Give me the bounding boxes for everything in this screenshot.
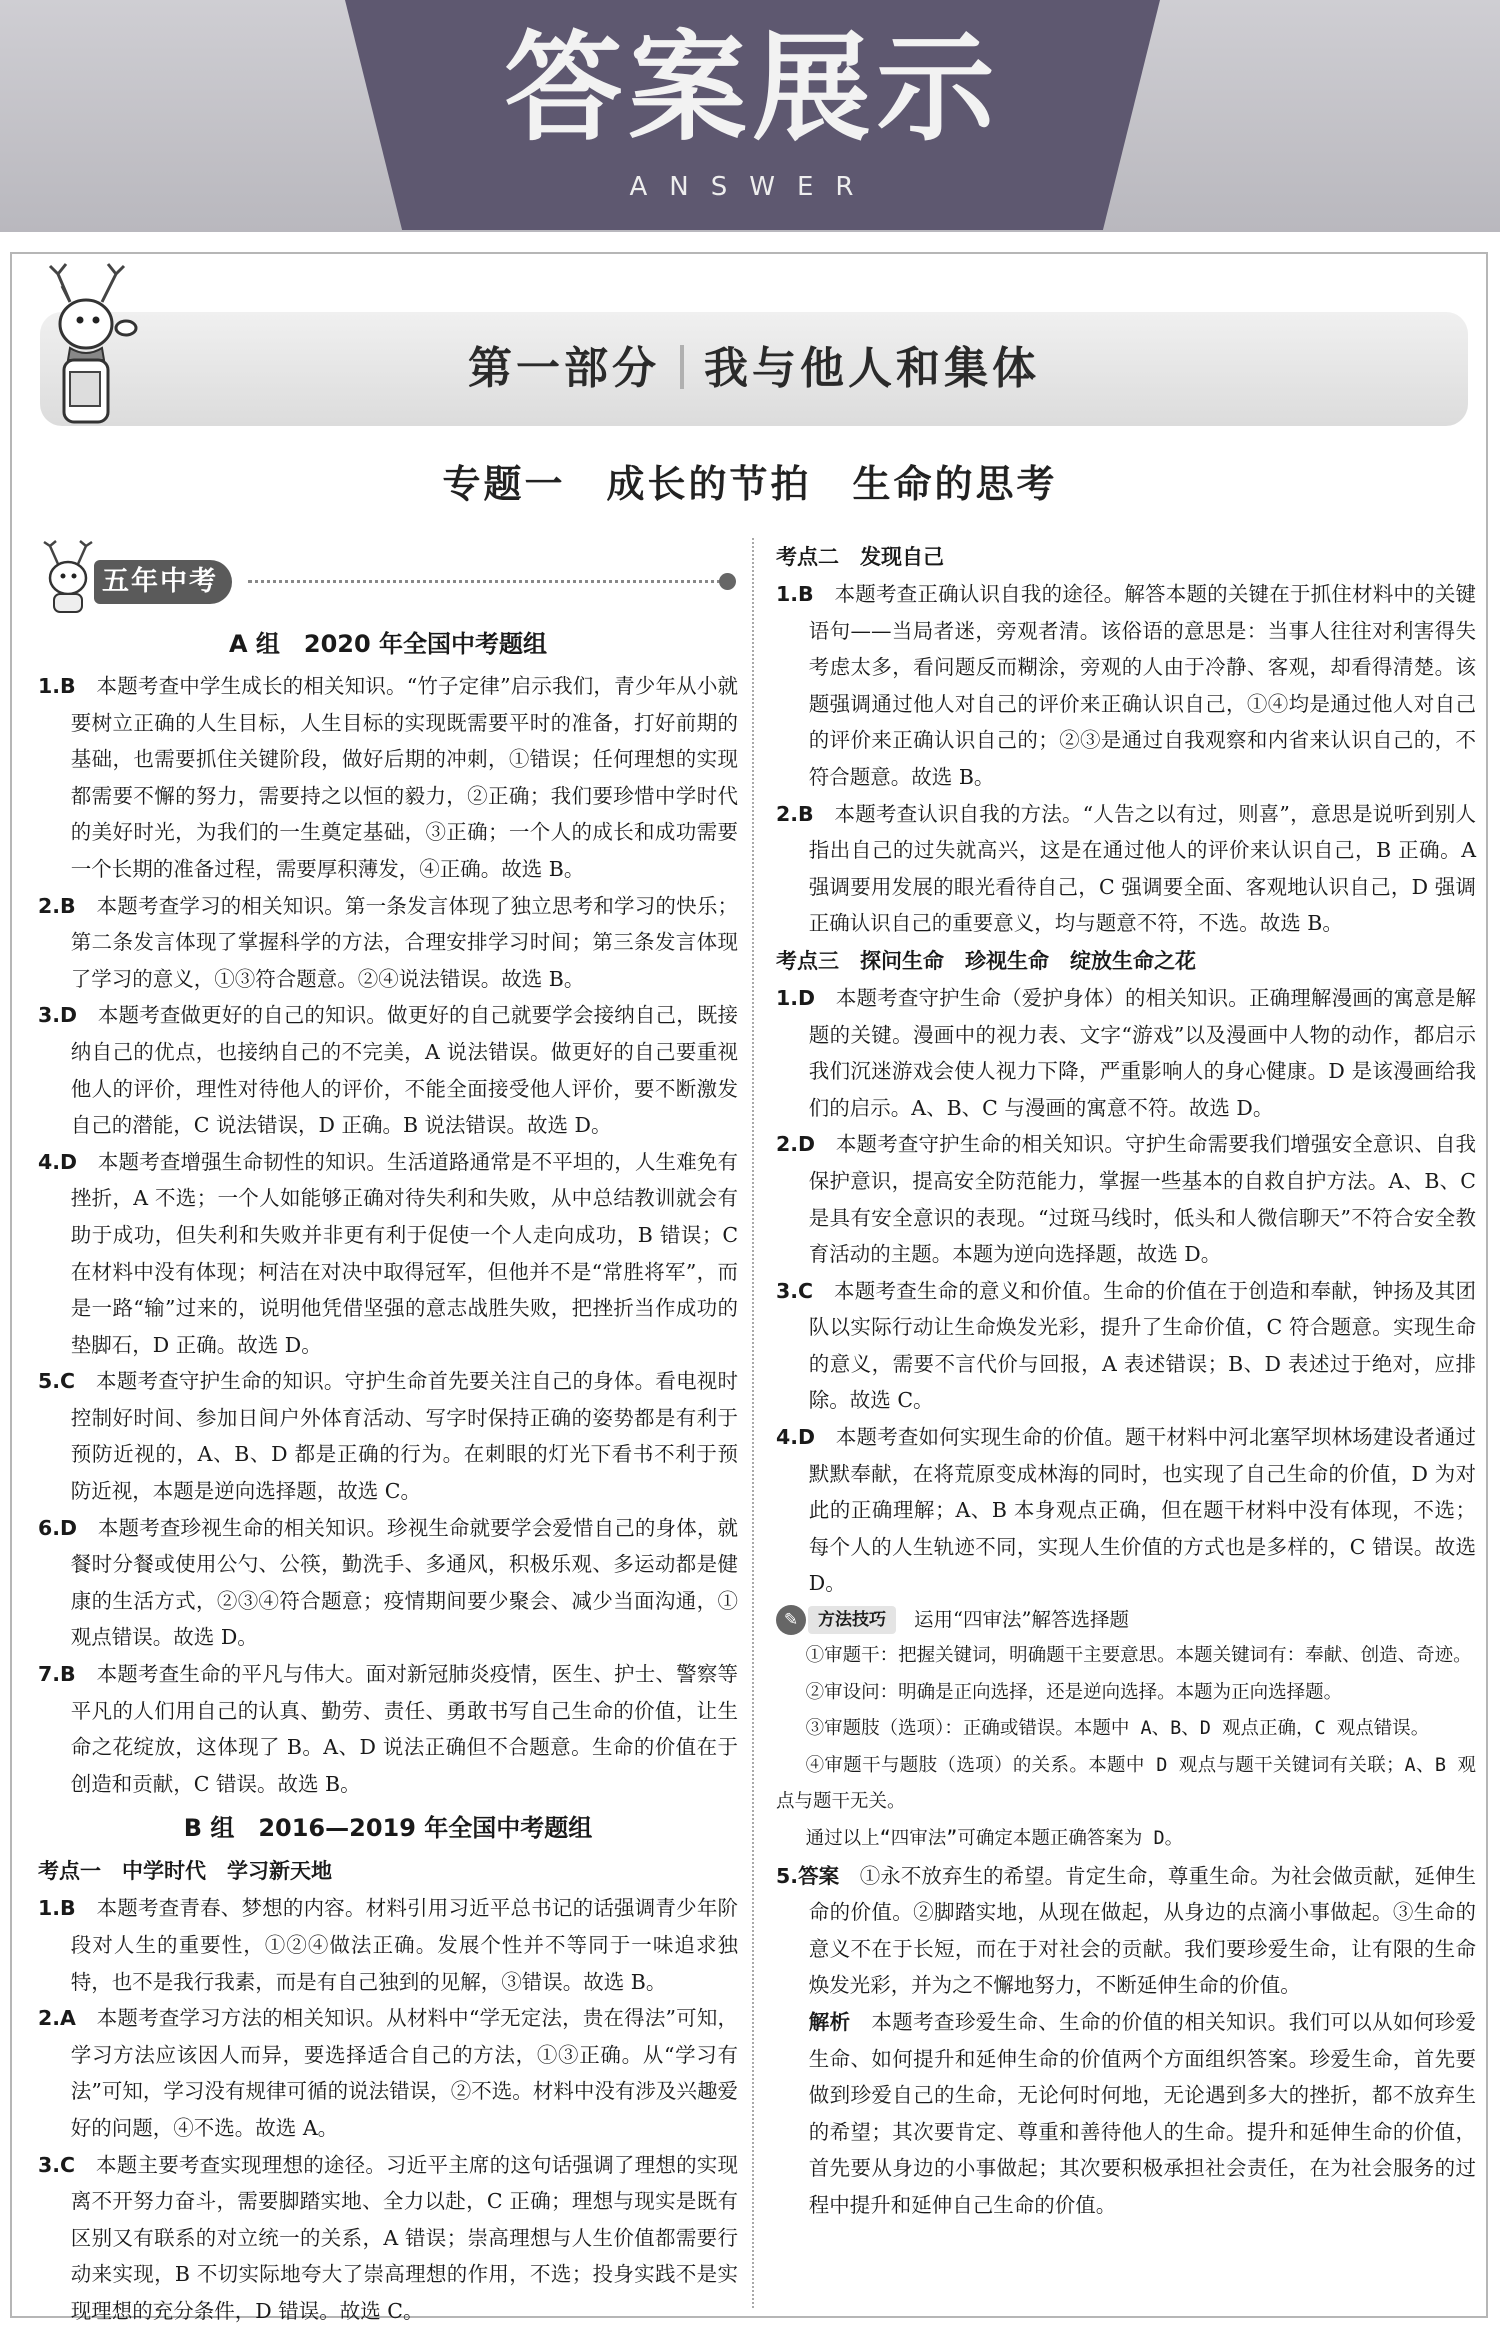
part-title — [40, 312, 1468, 426]
answer-text: 本题考查学习的相关知识。第一条发言体现了独立思考和学习的快乐；第二条发言体现了掌握科学的方法，合理安排学习时间；第三条发言体现了学习的意义，①③符合题意。②④说法错误。故选 B。 — [70, 893, 739, 991]
answer-item — [38, 888, 738, 998]
part-name: 我与他人和集体 — [704, 343, 1040, 394]
answer-text: 本题考查守护生命的相关知识。守护生命需要我们增强安全意识、自我保护意识，提高安全防范能力，掌握一些基本的自救自护方法。A、B、C 是具有安全意识的表现。“过斑马线时，低头和人微信聊天”不符合安全教育活动的主题。本题为逆向选择题，故选 D。 — [808, 1132, 1477, 1267]
answer-text: 本题考查生命的平凡与伟大。面对新冠肺炎疫情，医生、护士、警察等平凡的人们用自己的认真、勤劳、责任、勇敢书写自己生命的价值，让生命之花绽放，这体现了 B。A、D 说法正确但不合题意。生命的价值在于创造和贡献，C 错误。故选 B。 — [70, 1662, 739, 1796]
lightbulb-icon: ✎ — [776, 1605, 806, 1635]
part-number: 第一部分 — [468, 343, 660, 394]
banner-title: 答案展示 — [504, 19, 1001, 157]
method-tip-conclusion: 通过以上“四审法”可确定本题正确答案为 D。 — [805, 1828, 1184, 1849]
answer-text: 本题考查珍视生命的相关知识。珍视生命就要学会爱惜自己的身体，就餐时分餐或使用公勺、公筷，勤洗手、多通风，积极乐观、多运动都是健康的生活方式，②③④符合题意；疫情期间要少聚会、减少当面沟通，①观点错误。故选 D。 — [70, 1515, 739, 1650]
answer-item — [38, 997, 738, 1143]
answer-number: 7.B — [38, 1662, 76, 1687]
exam-point-heading: 考点三 探问生命 珍视生命 绽放生命之花 — [776, 948, 1196, 973]
answer-number: 5.C — [38, 1369, 76, 1394]
answer-text: 本题考查生命的意义和价值。生命的价值在于创造和奉献，钟扬及其团队以实际行动让生命焕发光彩，提升了生命价值，C 符合题意。实现生命的意义，需要不言代价与回报，A 表述错误；B、D 表述过于绝对，应排除。故选 C。 — [808, 1278, 1477, 1413]
answer-number: 2.A — [38, 2006, 76, 2031]
answer-item — [38, 1510, 738, 1656]
answer-item — [38, 2147, 738, 2330]
answer-text: 本题考查守护生命（爱护身体）的相关知识。正确理解漫画的寓意是解题的关键。漫画中的视力表、文字“游戏”以及漫画中人物的动作，都启示我们沉迷游戏会使人视力下降，严重影响人的身心健康。D 是该漫画给我们的启示。A、B、C 与漫画的寓意不符。故选 D。 — [808, 985, 1477, 1120]
answer-number: 4.D — [38, 1149, 78, 1174]
answer-item — [776, 980, 1476, 1126]
method-tip-step: ④审题干与题肢（选项）的关系。本题中 D 观点与题干关键词有关联；A、B 观点与题干无关。 — [776, 1754, 1476, 1813]
answer-text: 本题考查中学生成长的相关知识。“竹子定律”启示我们，青少年从小就要树立正确的人生目标，人生目标的实现既需要平时的准备，打好前期的基础，也需要抓住关键阶段，做好后期的冲刺，①错误；任何理想的实现都需要不懈的努力，需要持之以恒的毅力，②正确；我们要珍惜中学时代的美好时光，为我们的一生奠定基础，③正确；一个人的成长和成功需要一个长期的准备过程，需要厚积薄发，④正确。故选 B。 — [70, 674, 738, 881]
answer-number: 1.D — [776, 985, 816, 1010]
answer-text: 本题考查学习方法的相关知识。从材料中“学无定法，贵在得法”可知，学习方法应该因人而异，要选择适合自己的方法，①③正确。从“学习有法”可知，学习没有规律可循的说法错误，②不选。材料中没有涉及兴趣爱好的问题，④不选。故选 A。 — [70, 2006, 738, 2140]
exam-point-heading: 考点一 中学时代 学习新天地 — [38, 1859, 332, 1884]
answer-number: 5.答案 — [776, 1863, 840, 1888]
group-b-heading: B 组 2016—2019 年全国中考题组 — [183, 1814, 593, 1843]
answer-item — [38, 1363, 738, 1509]
right-column — [776, 538, 1476, 2224]
section-badge: 五年中考 — [94, 560, 232, 604]
method-tip-step: ②审设问：明确是正向选择，还是逆向选择。本题为正向选择题。 — [805, 1681, 1343, 1703]
left-column — [38, 538, 738, 2330]
group-a-heading: A 组 2020 年全国中考题组 — [228, 630, 548, 658]
method-tip-step: ①审题干：把握关键词，明确题干主要意思。本题关键词有：奉献、创造、奇迹。 — [805, 1645, 1472, 1667]
method-tip-label: 方法技巧 — [808, 1606, 896, 1634]
answer-text: 本题考查增强生命韧性的知识。生活道路通常是不平坦的，人生难免有挫折，A 不选；一个人如能够正确对待失利和失败，从中总结教训就会有助于成功，但失利和失败并非更有利于促使一个人走向成功，B 错误；C 在材料中没有体现；柯洁在对决中取得冠军，但他并不是“常胜将军”，而是一路“输”过来的，说明他凭借坚强的意志战胜失败，把挫折当作成功的垫脚石，D 正确。故选 D。 — [70, 1149, 739, 1357]
method-tip-lead: 运用“四审法”解答选择题 — [914, 1607, 1129, 1631]
answer-item — [776, 796, 1476, 942]
answer-text: 本题考查青春、梦想的内容。材料引用习近平总书记的话强调青少年阶段对人生的重要性，①②④做法正确。发展个性并不等同于一味追求独特，也不是我行我素，而是有自己独到的见解，③错误。故选 B。 — [70, 1896, 739, 1994]
answer-item — [38, 1144, 738, 1364]
answer-item — [776, 1273, 1476, 1419]
answer-number: 2.B — [776, 801, 814, 826]
answer-number: 3.C — [776, 1278, 814, 1303]
method-tip-step: ③审题肢（选项）：正确或错误。本题中 A、B、D 观点正确，C 观点错误。 — [805, 1718, 1430, 1740]
method-tip-header — [776, 1602, 1476, 1638]
answer-text: 本题考查守护生命的知识。守护生命首先要关注自己的身体。看电视时控制好时间、参加日间户外体育活动、写字时保持正确的姿势都是有利于预防近视的，A、B、D 都是正确的行为。在刺眼的灯光下看书不利于预防近视，本题是逆向选择题，故选 C。 — [70, 1369, 739, 1504]
answer-text: ①永不放弃生的希望。肯定生命，尊重生命。为社会做贡献，延伸生命的价值。②脚踏实地，从现在做起，从身边的点滴小事做起。③生命的意义不在于长短，而在于对社会的贡献。我们要珍爱生命，让有限的生命焕发光彩，并为之不懈地努力，不断延伸生命的价值。 — [808, 1863, 1476, 1998]
answer-number: 1.B — [776, 582, 814, 606]
answer-number: 3.D — [38, 1003, 78, 1028]
answer-item — [776, 576, 1476, 796]
answer-number: 1.B — [38, 674, 76, 698]
answer-text: 本题考查认识自我的方法。“人告之以有过，则喜”，意思是说听到别人指出自己的过失就高兴，这是在通过他人的评价来认识自己，B 正确。A 强调要用发展的眼光看待自己，C 强调要全面、客观地认识自己，D 强调正确认识自己的重要意义，均与题意不符，不选。故选 B。 — [808, 801, 1476, 936]
answer-text: 本题考查做更好的自己的知识。做更好的自己就要学会接纳自己，既接纳自己的优点，也接纳自己的不完美，A 说法错误。做更好的自己要重视他人的评价，理性对待他人的评价，不能全面接受他人评价，要不断激发自己的潜能，C 说法错误，D 正确。B 说法错误。故选 D。 — [70, 1003, 739, 1138]
badge-dotted-line — [248, 580, 728, 583]
topic-title: 专题一 成长的节拍 生命的思考 — [442, 462, 1058, 506]
banner-subtitle: ANSWER — [629, 172, 876, 202]
analysis-tag: 解析 — [808, 2009, 851, 2034]
answer-text: 本题考查如何实现生命的价值。题干材料中河北塞罕坝林场建设者通过默默奉献，在将荒原变成林海的同时，也实现了自己生命的价值，D 为对此的正确理解；A、B 本身观点正确，但在题干材料中没有体现，不选；每个人的人生轨迹不同，实现人生价值的方式也是多样的，C 错误。故选 D。 — [808, 1425, 1477, 1596]
answer-text: 本题考查正确认识自我的途径。解答本题的关键在于抓住材料中的关键语句——当局者迷，旁观者清。该俗语的意思是：当事人往往对利害得失考虑太多，看问题反而糊涂，旁观的人由于冷静、客观，却看得清楚。该题强调通过他人对自己的评价来正确认识自己，①④均是通过他人对自己的评价来正确认识自己的；②③是通过自我观察和内省来认识自己的，不符合题意。故选 B。 — [808, 582, 1477, 789]
analysis-paragraph — [776, 2004, 1476, 2224]
part-separator — [680, 345, 684, 389]
answer-number: 2.B — [38, 893, 76, 918]
answer-item — [776, 1126, 1476, 1272]
answer-number: 6.D — [38, 1515, 78, 1540]
answer-number: 1.B — [38, 1896, 76, 1921]
answer-item — [776, 1419, 1476, 1602]
answer-item — [38, 1890, 738, 2000]
answer-number: 2.D — [776, 1132, 816, 1157]
answer-number: 4.D — [776, 1425, 816, 1450]
exam-point-heading: 考点二 发现自己 — [776, 545, 944, 569]
answer-text: 本题主要考查实现理想的途径。习近平主席的这句话强调了理想的实现离不开努力奋斗，需要脚踏实地、全力以赴，C 正确；理想与现实是既有区别又有联系的对立统一的关系，A 错误；崇高理想与人生价值都需要行动来实现，B 不切实际地夸大了崇高理想的作用，不选；投身实践不是实现理想的充分条件，D 错误。故选 C。 — [70, 2152, 739, 2323]
answer-item — [38, 1656, 738, 1802]
answer-number: 3.C — [38, 2152, 76, 2177]
section-badge-row — [38, 538, 738, 618]
answer-item — [38, 2000, 738, 2146]
analysis-text: 本题考查珍爱生命、生命的价值的相关知识。我们可以从如何珍爱生命、如何提升和延伸生命的价值两个方面组织答案。珍爱生命，首先要做到珍爱自己的生命，无论何时何地，无论遇到多大的挫折，都不放弃生的希望；其次要肯定、尊重和善待他人的生命。提升和延伸生命的价值，首先要从身边的小事做起；其次要积极承担社会责任，在为社会服务的过程中提升和延伸自己生命的价值。 — [808, 2009, 1477, 2217]
answer-item — [776, 1858, 1476, 2004]
badge-end-dot — [719, 573, 736, 590]
column-divider — [752, 538, 754, 2308]
answer-item — [38, 668, 738, 888]
